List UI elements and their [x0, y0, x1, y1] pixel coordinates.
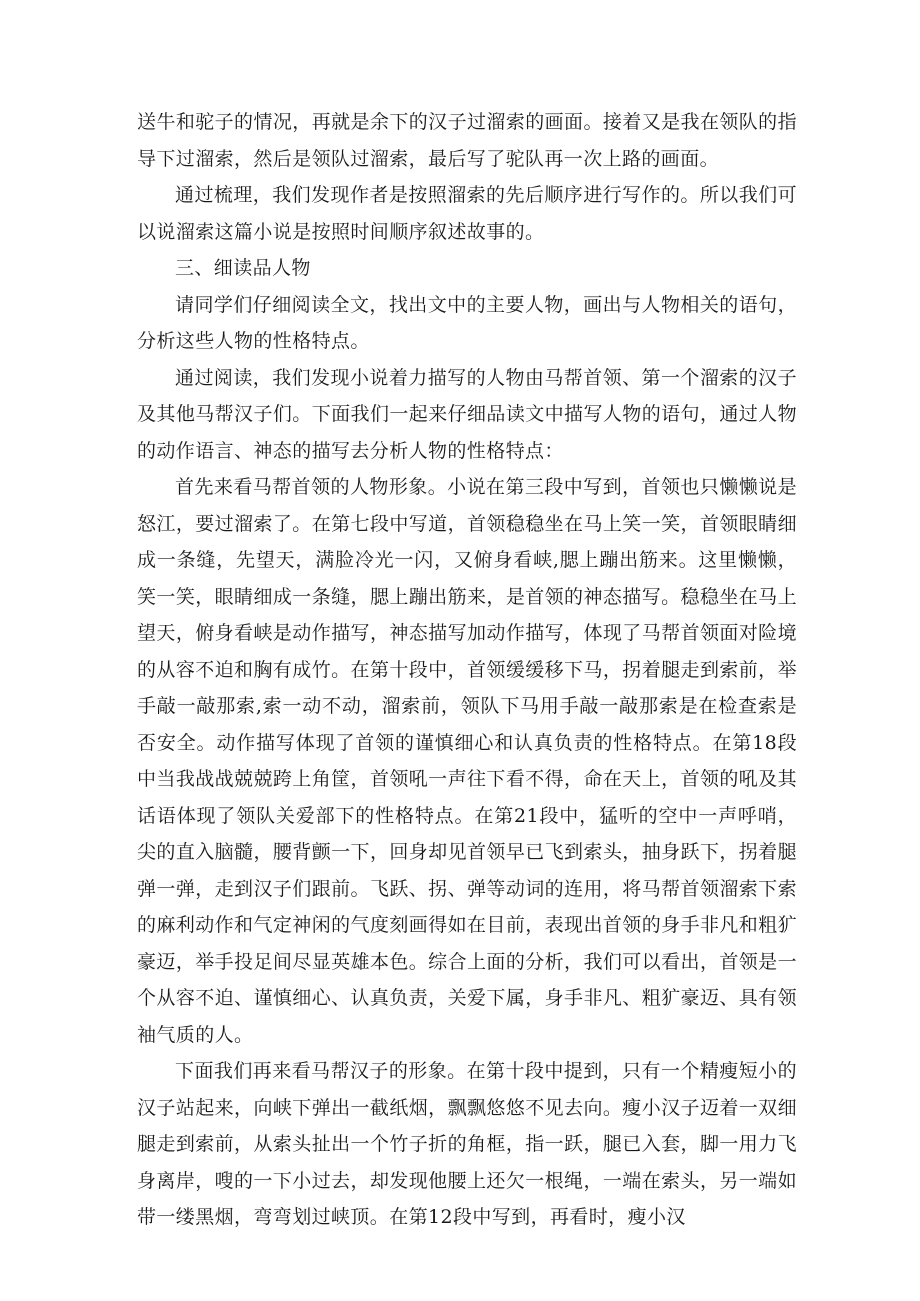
paragraph-1: 送牛和驼子的情况，再就是余下的汉子过溜索的画面。接着又是我在领队的指导下过溜索，然后是领队过溜索，最后写了驼队再一次上路的画面。 — [137, 111, 797, 170]
section-heading: 三、细读品人物 — [175, 257, 311, 279]
paragraph-4: 通过阅读，我们发现小说着力描写的人物由马帮首领、第一个溜索的汉子及其他马帮汉子们。下面我们一起来仔细品读文中描写人物的语句，通过人物的动作语言、神态的描写去分析人物的性格特点： — [137, 366, 797, 462]
paragraph-2: 通过梳理，我们发现作者是按照溜索的先后顺序进行写作的。所以我们可以说溜索这篇小说是按照时间顺序叙述故事的。 — [137, 184, 797, 243]
paragraph-5: 首先来看马帮首领的人物形象。小说在第三段中写到，首领也只懒懒说是怒江，要过溜索了。在第七段中写道，首领稳稳坐在马上笑一笑，首领眼睛细成一条缝，先望天，满脸冷光一闪，又俯身看峡,腮上蹦出筋来。这里懒懒，笑一笑，眼睛细成一条缝，腮上蹦出筋来，是首领的神态描写。稳稳坐在马上望天，俯身看峡是动作描写，神态描写加动作描写，体现了马帮首领面对险境的从容不迫和胸有成竹。在第十段中，首领缓缓移下马，拐着腿走到索前，举手敲一敲那索,索一动不动，溜索前，领队下马用手敲一敲那索是在检查索是否安全。动作描写体现了首领的谨慎细心和认真负责的性格特点。在第18段中当我战战兢兢跨上角筐，首领吼一声往下看不得，命在天上，首领的吼及其话语体现了领队关爱部下的性格特点。在第21段中，猛听的空中一声呼哨，尖的直入脑髓，腰背颤一下，回身却见首领早已飞到索头，抽身跃下，拐着腿弹一弹，走到汉子们跟前。飞跃、拐、弹等动词的连用，将马帮首领溜索下索的麻利动作和气定神闲的气度刻画得如在目前，表现出首领的身手非凡和粗犷豪迈，举手投足间尽显英雄本色。综合上面的分析，我们可以看出，首领是一个从容不迫、谨慎细心、认真负责，关爱下属，身手非凡、粗犷豪迈、具有领袖气质的人。 — [137, 476, 797, 1046]
paragraph-3: 请同学们仔细阅读全文，找出文中的主要人物，画出与人物相关的语句，分析这些人物的性格特点。 — [137, 293, 797, 352]
paragraph-6: 下面我们再来看马帮汉子的形象。在第十段中提到，只有一个精瘦短小的汉子站起来，向峡下弹出一截纸烟，飘飘悠悠不见去向。瘦小汉子迈着一双细腿走到索前，从索头扯出一个竹子折的角框，指一跃，腿已入套，脚一用力飞身离岸，嗖的一下小过去，却发现他腰上还欠一根绳，一端在索头，另一端如带一缕黑烟，弯弯划过峡顶。在第12段中写到，再看时，瘦小汉 — [137, 1060, 797, 1228]
document-body — [137, 104, 797, 1236]
